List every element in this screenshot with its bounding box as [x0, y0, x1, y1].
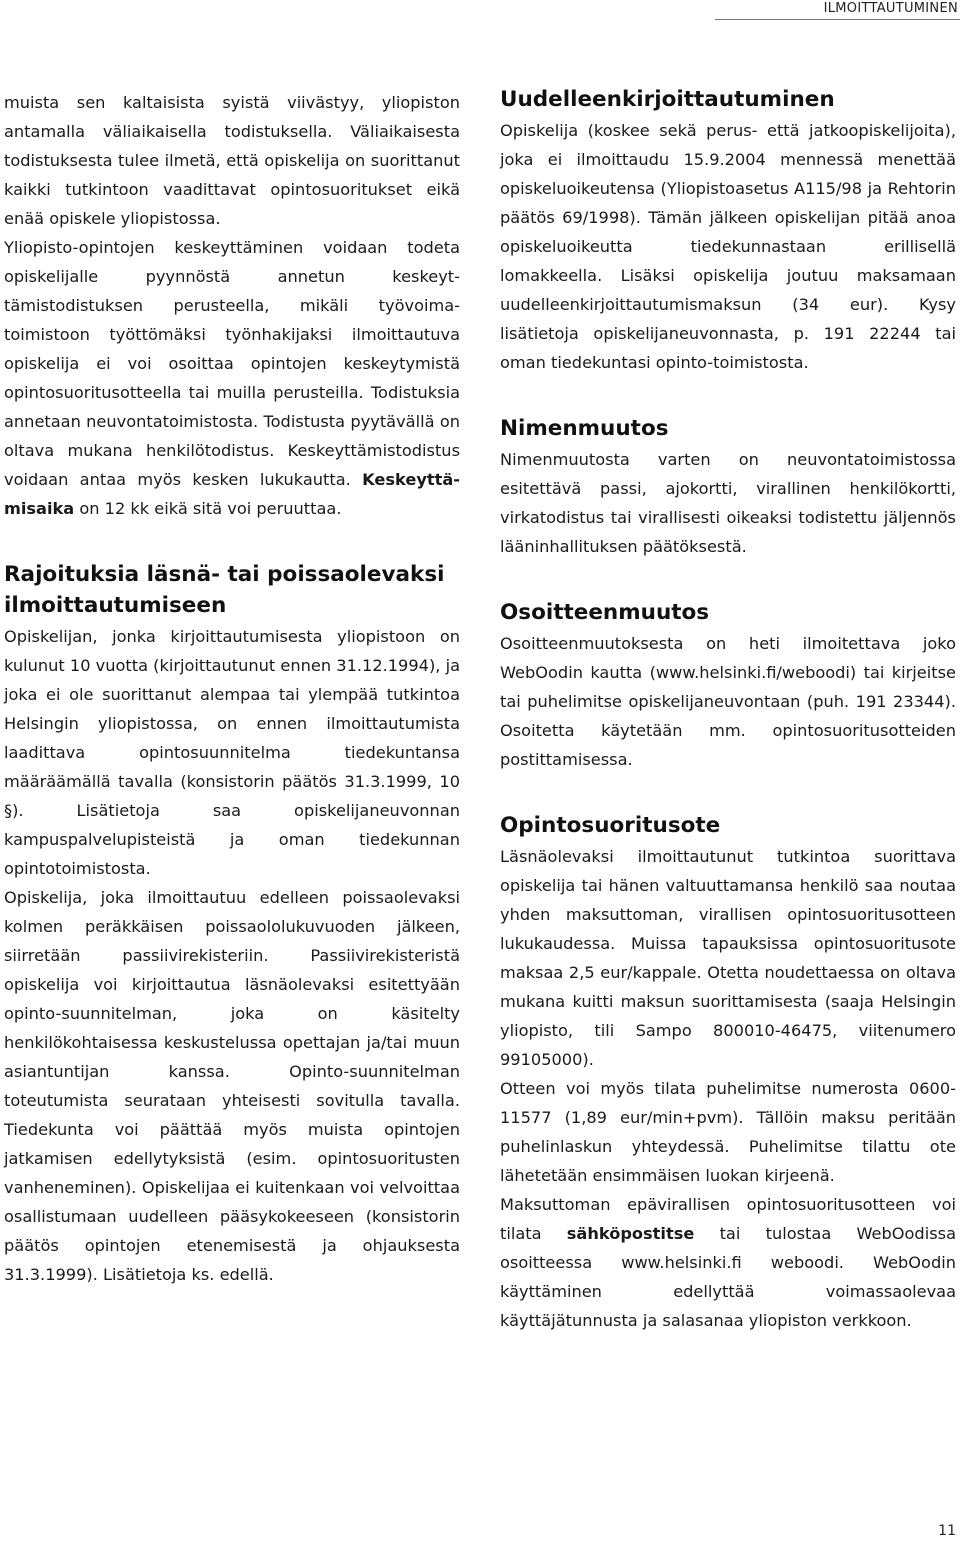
heading-transcript: Opintosuoritusote	[500, 813, 721, 838]
paragraph-passive-register: Opiskelija, joka ilmoittautuu edelleen poissaolevaksi kolmen peräkkäisen poissaololukuvuoden jälkeen, siirretään passiivirekisteriin. Passiivirekisteristä opiskelija voi kirjoittautua läsnäolevaksi esitettyään opinto-suunnitelman, joka on käsitelty henkilökohtaisessa keskustelussa opettajan ja/tai muun asiantuntijan kanssa. Opinto-suunnitelman toteutumista seurataan yhteisesti sovitulla tavalla. Tiedekunta voi päättää myös muista opintojen jatkamisen edellytyksistä (esim. opintosuoritusten vanheneminen). Opiskelijaa ei kuitenkaan voi velvoittaa osallistumaan uudelleen pääsykokeeseen (konsistorin päätös opintojen etenemisestä ja ohjauksesta 31.3.1999). Lisätietoja ks. edellä.	[4, 888, 460, 1284]
paragraph-transcript-email	[500, 1190, 956, 1335]
paragraph-interruption-tail: on 12 kk eikä sitä voi peruuttaa.	[74, 499, 342, 518]
heading-name-change: Nimenmuutos	[500, 416, 669, 441]
paragraph-name-change: Nimenmuutosta varten on neuvontatoimistossa esitettävä passi, ajokortti, virallinen henkilökortti, virkatodistus tai virallisesti oikeaksi todistettu jäljennös lääninhallituksen päätöksestä.	[500, 450, 956, 556]
heading-address-change: Osoitteenmuutos	[500, 600, 710, 625]
section-label: ILMOITTAUTUMINEN	[823, 1, 958, 16]
header-rule	[715, 0, 960, 20]
paragraph-study-plan: Opiskelijan, jonka kirjoittautumisesta yliopistoon on kulunut 10 vuotta (kirjoittautunut ennen 31.12.1994), ja joka ei ole suorittanut alempaa tai ylempää tutkintoa Helsingin yliopistossa, on ennen ilmoittautumista laadittava opintosuunnitelma tiedekuntansa määräämällä tavalla (konsistorin päätös 31.3.1999, 10 §). Lisätietoja saa opiskelijaneuvonnan kampuspalvelupisteistä ja oman tiedekunnan opintotoimistosta.	[4, 627, 460, 878]
left-column	[4, 88, 460, 1289]
paragraph-reenrolment: Opiskelija (koskee sekä perus- että jatkoopiskelijoita), joka ei ilmoittaudu 15.9.2004 mennessä menettää opiskeluoikeutensa (Yliopistoasetus A115/98 ja Rehtorin päätös 69/1998). Tämän jälkeen opiskelijan pitää anoa opiskeluoikeutta tiedekunnastaan erillisellä lomakkeella. Lisäksi opiskelija joutuu maksamaan uudelleenkirjoittautumismaksun (34 eur). Kysy lisätietoja opiskelijaneuvonnasta, p. 191 22244 tai oman tiedekuntasi opinto-toimistosta.	[500, 121, 956, 372]
right-column	[500, 84, 956, 1335]
heading-reenrolment: Uudelleenkirjoittautuminen	[500, 87, 835, 112]
paragraph-transcript-phone: Otteen voi myös tilata puhelimitse numerosta 0600-11577 (1,89 eur/min+pvm). Tällöin maksu peritään puhelinlaskun yhteydessä. Puhelimitse tilattu ote lähetetään ensimmäisen luokan kirjeenä.	[500, 1079, 956, 1185]
email-bold: sähköpostitse	[566, 1224, 695, 1243]
paragraph-transcript-free: Läsnäolevaksi ilmoittautunut tutkintoa suorittava opiskelija tai hänen valtuuttamansa henkilö saa noutaa yhden maksuttoman, virallisen opintosuoritusotteen lukukaudessa. Muissa tapauksissa opintosuoritusote maksaa 2,5 eur/kappale. Otetta noudettaessa on oltava mukana kuitti maksun suorittamisesta (saaja Helsingin yliopisto, tili Sampo 800010-46475, viitenumero 99105000).	[500, 847, 956, 1069]
heading-restrictions: Rajoituksia läsnä- tai poissaolevaksi ilmoittautumiseen	[4, 562, 445, 618]
interruption-period-bold: Keskeyttämisaika	[4, 470, 460, 518]
paragraph-transcript-email-text: Maksuttoman epävirallisen opintosuoritusotteen voi tilata	[500, 1195, 956, 1243]
paragraph-interruption	[4, 233, 460, 523]
paragraph-transcript-email-tail: tai tulostaa WebOodissa osoitteessa www.helsinki.fi weboodi. WebOodin käyttäminen edellyttää voimassaolevaa käyttäjätunnusta ja salasanaa yliopiston verkkoon.	[500, 1224, 956, 1330]
page-number: 11	[938, 1523, 956, 1539]
paragraph-interim-certificate: muista sen kaltaisista syistä viivästyy, yliopiston antamalla väliaikaisella todistuksella. Väliaikaisesta todistuksesta tulee ilmetä, että opiskelija on suorittanut kaikki tutkintoon vaadittavat opintosuoritukset eikä enää opiskele yliopistossa.	[4, 93, 460, 228]
paragraph-address-change: Osoitteenmuutoksesta on heti ilmoitettava joko WebOodin kautta (www.helsinki.fi/weboodi) tai kirjeitse tai puhelimitse opiskelijaneuvontaan (puh. 191 23344). Osoitetta käytetään mm. opintosuoritusotteiden postittamisessa.	[500, 634, 956, 769]
paragraph-interruption-text: Yliopisto-opintojen keskeyttäminen voidaan todeta opiskelijalle pyynnöstä annetun keskeyttämistodistuksen perusteella, mikäli työvoimatoimistoon työttömäksi työnhakijaksi ilmoittautuva opiskelija ei voi osoittaa opintojen keskeytymistä opintosuoritusotteella tai muilla perusteilla. Todistuksia annetaan neuvontatoimistosta. Todistusta pyytävällä on oltava mukana henkilötodistus. Keskeyttämistodistus voidaan antaa myös kesken lukukautta.	[4, 238, 460, 489]
